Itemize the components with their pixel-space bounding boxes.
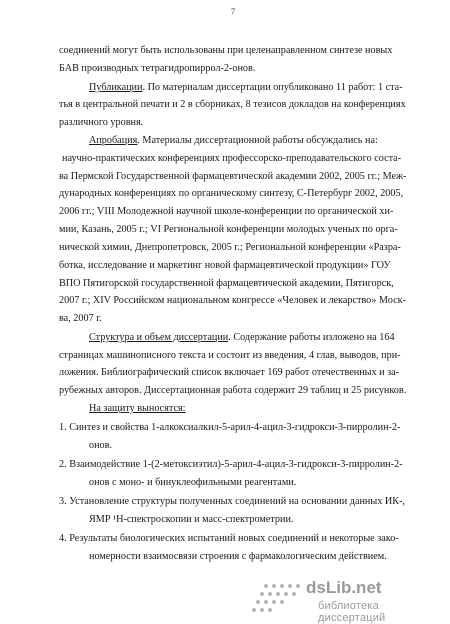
dslib-logo-icon: [248, 578, 308, 618]
text-line: номерности взаимосвязи строения с фармакологическим действием.: [89, 551, 387, 562]
text-line: 2006 гг.; VIII Молодежной научной школе-конференции по органической хи-: [59, 206, 394, 217]
text-line: нической химии, Днепропетровск, 2005 г.; Региональной конференции «Разра-: [59, 242, 401, 253]
text-line: ложения. Библиографический список включает 169 работ отечественных и за-: [59, 367, 400, 378]
watermark-subtitle: библиотека диссертаций: [318, 600, 386, 624]
text-line: рубежных авторов. Диссертационная работа содержит 29 таблиц и 25 рисунков.: [59, 385, 407, 396]
list-item-3: 3. Установление структуры полученных соединений на основании данных ИК-,: [59, 496, 405, 507]
text-line: соединений могут быть использованы при целенаправленном синтезе новых: [59, 45, 393, 56]
structure-paragraph-start: Структура и объем диссертации. Содержание работы изложено на 164: [89, 332, 395, 343]
text-line: ва, 2007 г.: [59, 313, 102, 324]
text-line: 2007 г.; XIV Российском национальном конгрессе «Человек и лекарство» Моск-: [59, 295, 406, 306]
text-line: ВПО Пятигорской государственной фармацевтической академии, Пятигорск,: [59, 278, 394, 289]
defense-heading: На защиту выносятся:: [89, 403, 186, 414]
text-line: БАВ производных тетрагидропиррол-2-онов.: [59, 63, 256, 74]
list-item-4: 4. Результаты биологических испытаний новых соединений и некоторые зако-: [59, 533, 399, 544]
text-line: онов с моно- и бинуклеофильными реагентами.: [89, 477, 297, 488]
watermark-logo-text: dsLib.net: [306, 578, 382, 597]
page-number: 7: [231, 7, 235, 16]
text-line: страницах машинописного текста и состоит из введения, 4 глав, выводов, при-: [59, 350, 401, 361]
approbation-paragraph-start: Апробация. Материалы диссертационной работы обсуждались на:: [89, 135, 378, 146]
text-line: дународных конференциях по органическому синтезу, С-Петербург 2002, 2005,: [59, 188, 404, 199]
publications-paragraph-start: Публикации. По материалам диссертации опубликовано 11 работ: 1 ста-: [89, 82, 403, 93]
list-item-1: 1. Синтез и свойства 1-алкоксиалкил-5-арил-4-ацил-3-гидрокси-3-пирролин-2-: [59, 422, 401, 433]
text-line: мии, Казань, 2005 г.; VI Региональной конференции молодых ученых по орга-: [59, 224, 398, 235]
text-line: различного уровня.: [59, 117, 144, 128]
text-line: ва Пермской Государственной фармацевтической академии 2002, 2005 гг.; Меж-: [59, 171, 407, 182]
dslib-watermark: [248, 578, 438, 624]
list-item-2: 2. Взаимодействие 1-(2-метоксиэтил)-5-арил-4-ацил-3-гидрокси-3-пирролин-2-: [59, 459, 403, 470]
text-line: научно-практических конференциях профессорско-преподавательского соста-: [62, 153, 402, 164]
text-line: онов.: [89, 440, 112, 451]
text-line: тья в центральной печати и 2 в сборниках, 8 тезисов докладов на конференциях: [59, 99, 406, 110]
text-line: ЯМР ¹Н-спектроскопии и масс-спектрометрии.: [89, 514, 294, 525]
text-line: ботка, исследование и маркетинг новой фармацевтической продукции» ГОУ: [59, 260, 391, 271]
